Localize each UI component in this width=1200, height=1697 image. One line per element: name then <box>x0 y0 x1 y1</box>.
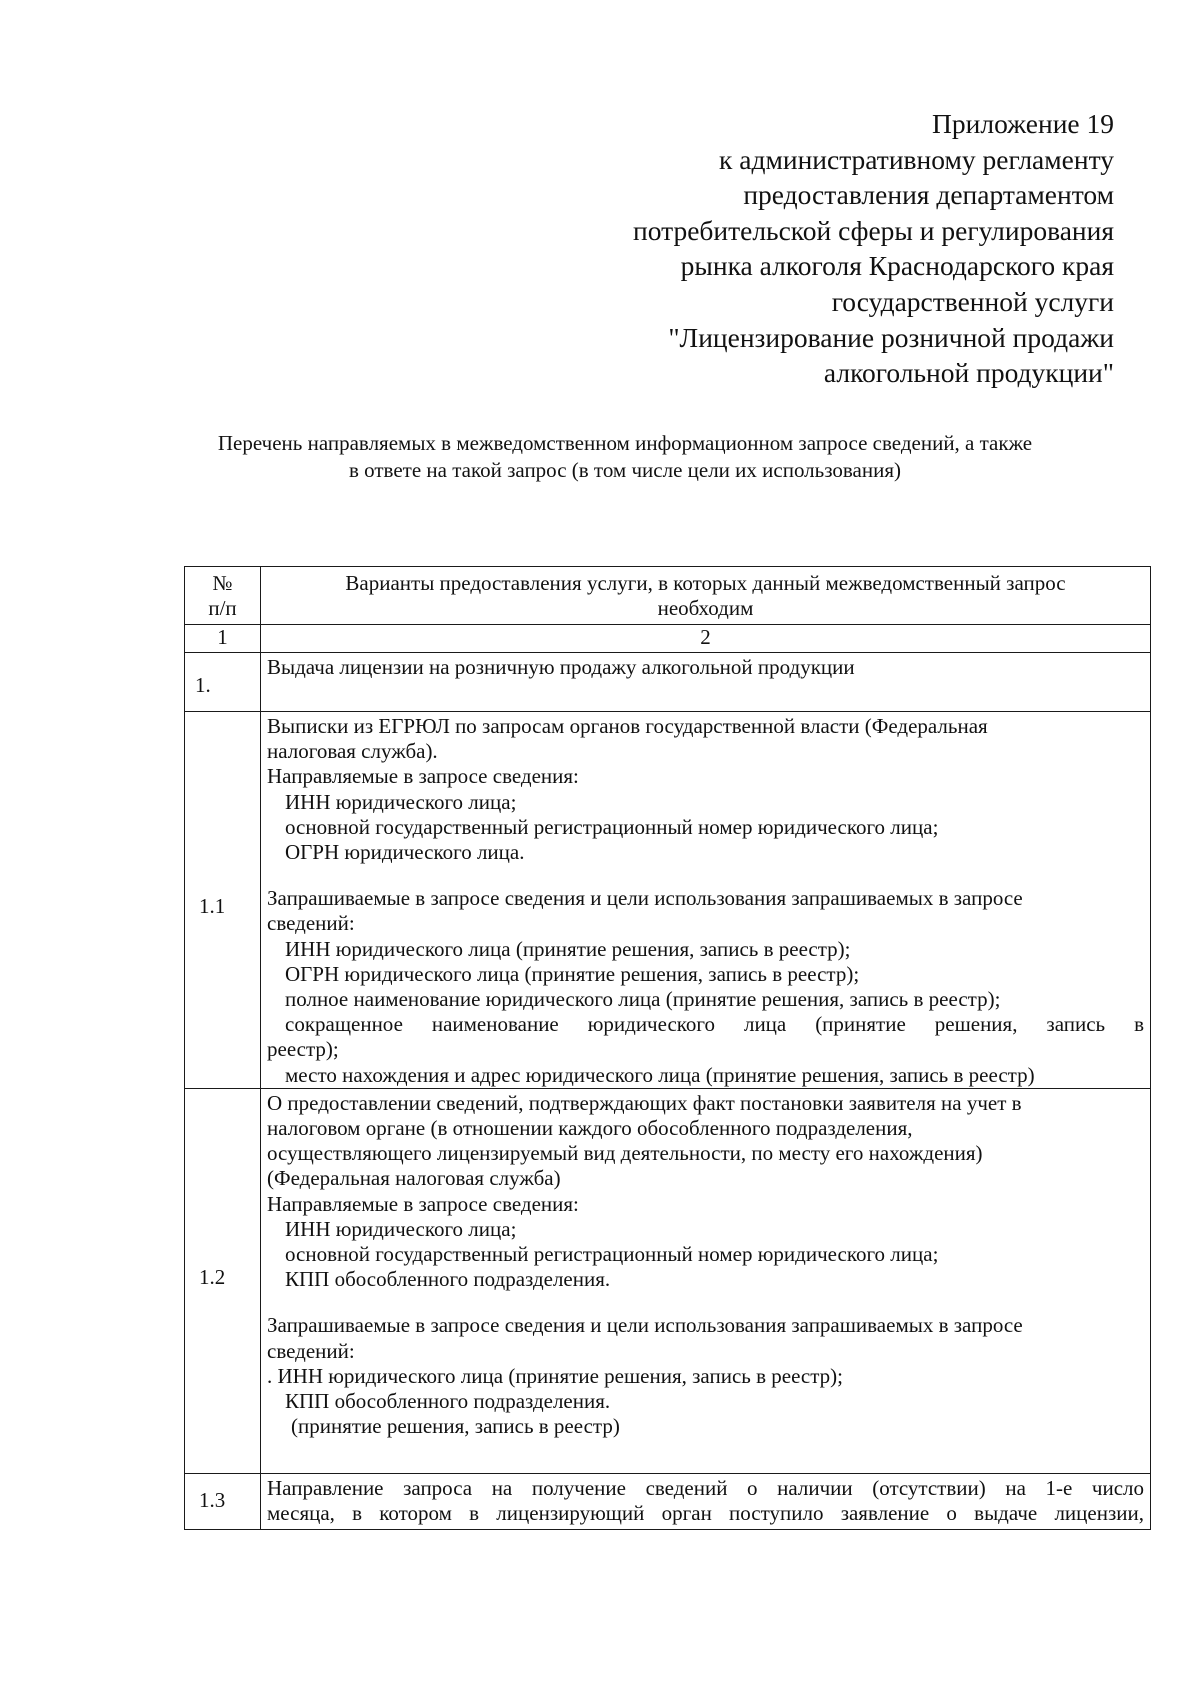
row-text: сокращенное наименование юридического лица (принятие решения, запись в <box>285 1012 1144 1037</box>
table-index-row <box>185 625 1151 653</box>
requests-table <box>184 566 1151 1530</box>
appendix-line: Приложение 19 <box>932 108 1114 139</box>
table-row <box>185 653 1151 712</box>
row-text: ИНН юридического лица (принятие решения, запись в реестр); <box>285 936 851 961</box>
row-content <box>261 653 1151 712</box>
row-content <box>261 1473 1151 1529</box>
row-text: КПП обособленного подразделения. <box>285 1389 611 1414</box>
table-row <box>185 712 1151 1089</box>
row-text: ОГРН юридического лица (принятие решения, запись в реестр); <box>285 961 860 986</box>
row-text: ИНН юридического лица; <box>285 1216 517 1241</box>
appendix-line: предоставления департаментом <box>743 179 1114 211</box>
index-cell: 1 <box>185 625 261 653</box>
appendix-line: государственной услуги <box>831 285 1114 317</box>
row-text: основной государственный регистрационный номер юридического лица; <box>285 814 939 839</box>
spacer <box>267 1292 1144 1313</box>
row-text: основной государственный регистрационный номер юридического лица; <box>285 1242 939 1267</box>
appendix-line: алкогольной продукции" <box>823 357 1114 389</box>
row-content <box>261 1088 1151 1473</box>
spacer <box>267 865 1144 886</box>
index-cell: 2 <box>261 625 1151 653</box>
row-text: (принятие решения, запись в реестр) <box>291 1414 620 1439</box>
header-variants-cell <box>261 567 1151 625</box>
row-text: сведений: <box>267 1338 355 1363</box>
table-row <box>185 1088 1151 1473</box>
row-text: сведений: <box>267 911 355 936</box>
header-number-cell <box>185 567 261 625</box>
row-text: место нахождения и адрес юридического лица (принятие решения, запись в реестр) <box>285 1062 1035 1087</box>
row-number-text: 1.2 <box>199 1264 226 1289</box>
appendix-header <box>394 106 1114 391</box>
row-text: налоговая служба). <box>267 739 438 764</box>
table-header-row <box>185 567 1151 625</box>
row-number-text: 1.1 <box>199 894 226 918</box>
appendix-line: потребительской сферы и регулирования <box>632 214 1114 246</box>
row-number <box>185 1473 261 1529</box>
row-text: (Федеральная налоговая служба) <box>267 1166 561 1191</box>
table-row <box>185 1473 1151 1529</box>
row-text: Запрашиваемые в запросе сведения и цели использования запрашиваемых в запросе <box>267 1313 1023 1338</box>
header-text: необходим <box>657 596 754 621</box>
row-number-text: 1. <box>195 673 211 697</box>
row-text: Запрашиваемые в запросе сведения и цели использования запрашиваемых в запросе <box>267 886 1023 911</box>
row-number <box>185 712 261 1089</box>
row-text: Выдача лицензии на розничную продажу алкогольной продукции <box>267 655 855 679</box>
row-text: . ИНН юридического лица (принятие решения, запись в реестр); <box>267 1363 844 1388</box>
row-text: КПП обособленного подразделения. <box>285 1267 611 1292</box>
row-text: ИНН юридического лица; <box>285 789 517 814</box>
document-title <box>130 430 1120 484</box>
row-number <box>185 653 261 712</box>
row-text: налоговом органе (в отношении каждого обособленного подразделения, <box>267 1116 913 1141</box>
title-line: в ответе на такой запрос (в том числе цели их использования) <box>348 458 901 482</box>
row-text: осуществляющего лицензируемый вид деятельности, по месту его нахождения) <box>267 1141 983 1166</box>
row-text: Выписки из ЕГРЮЛ по запросам органов государственной власти (Федеральная <box>267 714 988 738</box>
header-text: Варианты предоставления услуги, в которых данный межведомственный запрос <box>345 571 1066 595</box>
row-text: месяца, в котором в лицензирующий орган поступило заявление о выдаче лицензии, <box>267 1501 1144 1526</box>
title-line: Перечень направляемых в межведомственном информационном запросе сведений, а также <box>217 431 1033 455</box>
appendix-line: "Лицензирование розничной продажи <box>668 321 1114 353</box>
row-content <box>261 712 1151 1089</box>
row-text: О предоставлении сведений, подтверждающих факт постановки заявителя на учет в <box>267 1090 1022 1115</box>
row-text: реестр); <box>267 1037 339 1062</box>
row-text: ОГРН юридического лица. <box>285 840 525 865</box>
appendix-line: к административному регламенту <box>719 143 1114 175</box>
header-text: № <box>212 571 233 595</box>
row-text: полное наименование юридического лица (принятие решения, запись в реестр); <box>285 987 1001 1012</box>
row-text: Направление запроса на получение сведений о наличии (отсутствии) на 1-е число <box>267 1475 1144 1500</box>
header-text: п/п <box>208 596 237 621</box>
row-text: Направляемые в запросе сведения: <box>267 1191 579 1216</box>
appendix-line: рынка алкоголя Краснодарского края <box>680 250 1114 282</box>
row-text: Направляемые в запросе сведения: <box>267 764 579 789</box>
row-number-text: 1.3 <box>199 1487 226 1512</box>
row-number <box>185 1088 261 1473</box>
